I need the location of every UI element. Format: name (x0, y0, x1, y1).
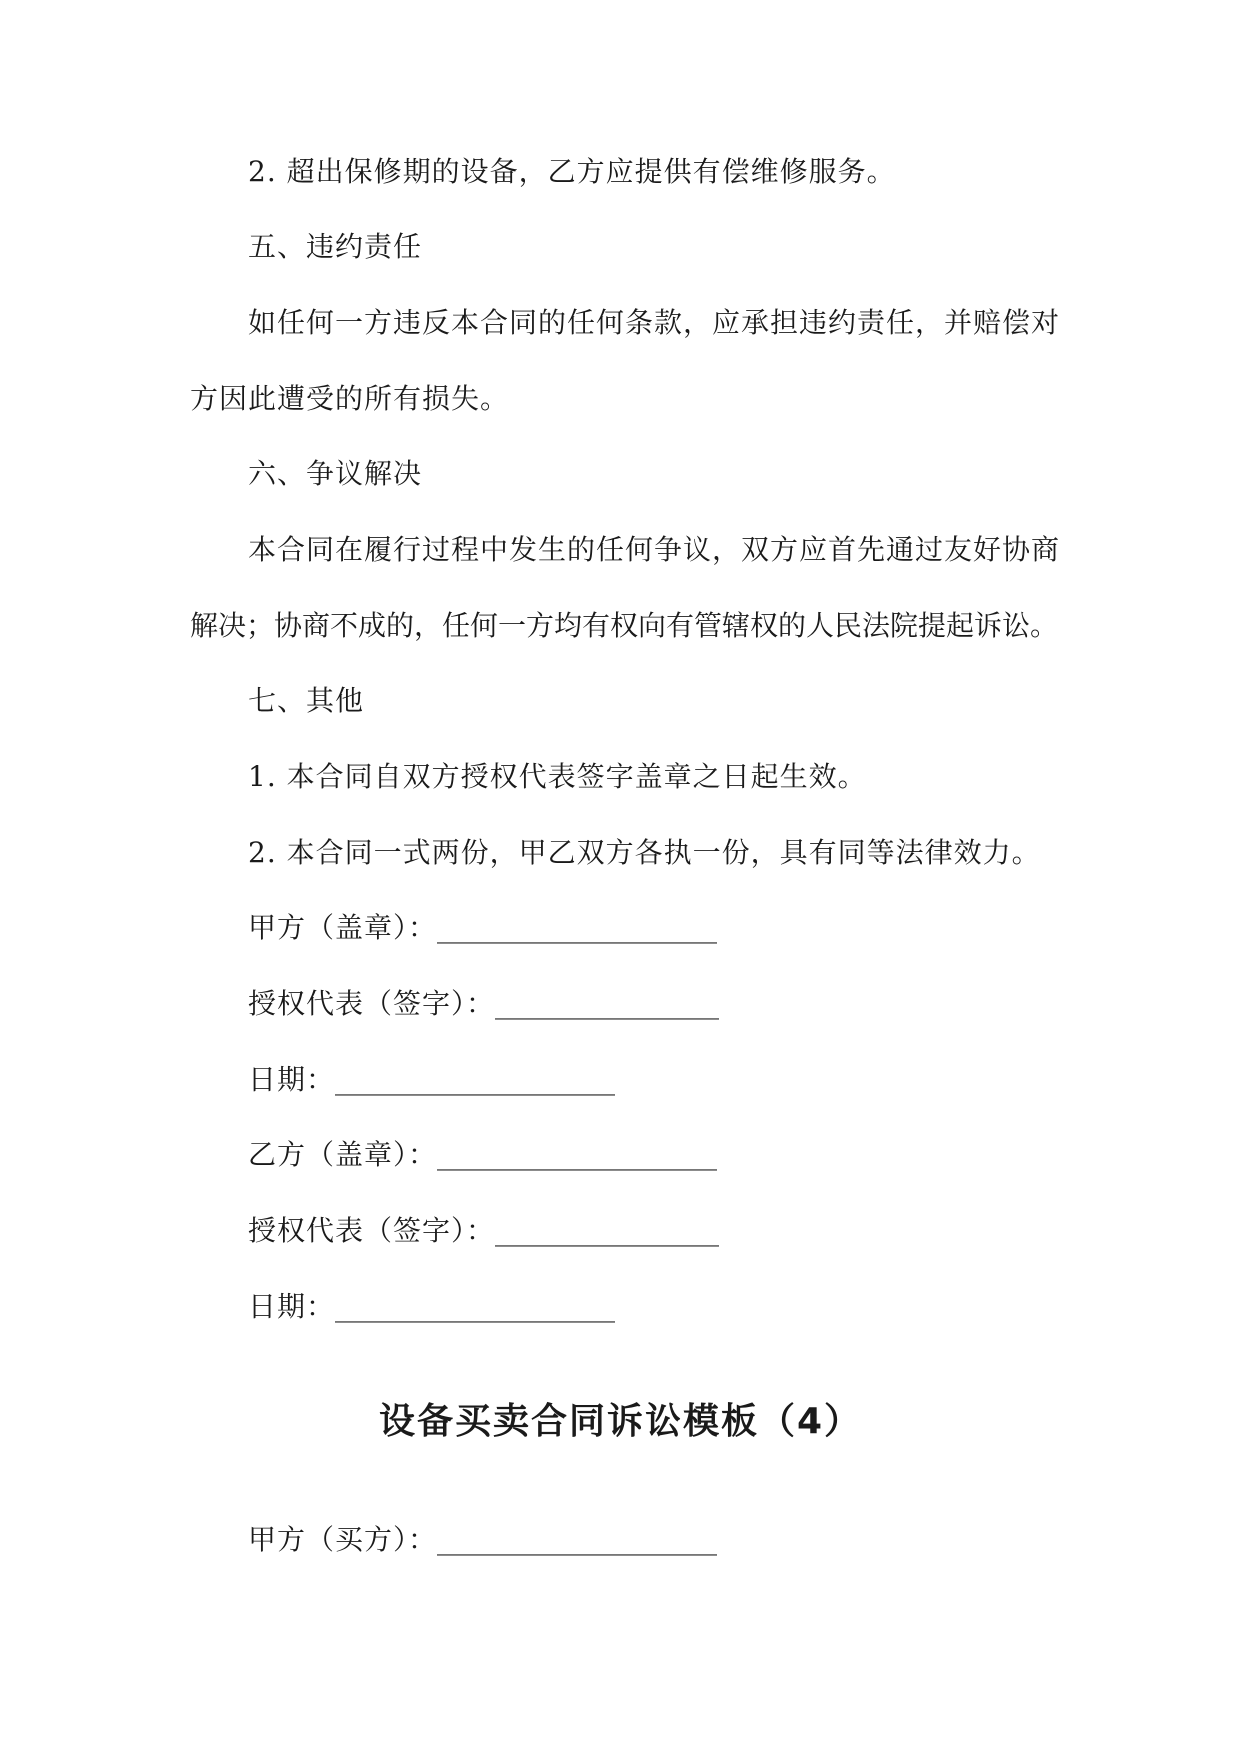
party-a-representative-label: 授权代表（签字）： (248, 987, 496, 1020)
party-a-buyer-blank[interactable]: ____________________ (437, 1523, 718, 1556)
party-b-representative-label: 授权代表（签字）： (248, 1214, 496, 1247)
clause-7-item-2: 2. 本合同一式两份，甲乙双方各执一份，具有同等法律效力。 (248, 836, 1041, 869)
party-a-buyer-label: 甲方（买方）： (248, 1523, 438, 1556)
section-6-heading: 六、争议解决 (248, 457, 423, 490)
party-b-representative-line (248, 1211, 719, 1251)
section-6-body-line-1: 本合同在履行过程中发生的任何争议，双方应首先通过友好协商 (248, 533, 1061, 566)
party-a-date-line (248, 1060, 615, 1100)
party-b-seal-label: 乙方（盖章）： (248, 1138, 438, 1171)
party-a-date-blank[interactable]: ____________________ (335, 1063, 616, 1096)
party-a-seal-blank[interactable]: ____________________ (437, 911, 718, 944)
section-6-body-line-2: 解决；协商不成的，任何一方均有权向有管辖权的人民法院提起诉讼。 (190, 609, 1059, 642)
party-a-seal-line (248, 908, 717, 948)
party-b-date-line (248, 1287, 615, 1327)
clause-4-item-2: 2. 超出保修期的设备，乙方应提供有偿维修服务。 (248, 155, 896, 188)
clause-7-item-1: 1. 本合同自双方授权代表签字盖章之日起生效。 (248, 760, 867, 793)
party-a-seal-label: 甲方（盖章）： (248, 911, 438, 944)
party-b-date-label: 日期： (248, 1290, 336, 1323)
party-b-seal-line (248, 1135, 717, 1175)
section-5-heading: 五、违约责任 (248, 230, 423, 263)
party-a-representative-line (248, 984, 719, 1024)
party-b-date-blank[interactable]: ____________________ (335, 1290, 616, 1323)
section-7-heading: 七、其他 (248, 684, 365, 717)
section-5-body-line-1: 如任何一方违反本合同的任何条款，应承担违约责任，并赔偿对 (248, 306, 1061, 339)
party-a-date-label: 日期： (248, 1063, 336, 1096)
party-b-representative-blank[interactable]: ________________ (495, 1214, 720, 1247)
contract-4-title: 设备买卖合同诉讼模板（4） (378, 1401, 863, 1442)
party-a-buyer-line (248, 1520, 717, 1560)
party-a-representative-blank[interactable]: ________________ (495, 987, 720, 1020)
party-b-seal-blank[interactable]: ____________________ (437, 1138, 718, 1171)
section-5-body-line-2: 方因此遭受的所有损失。 (190, 382, 510, 415)
